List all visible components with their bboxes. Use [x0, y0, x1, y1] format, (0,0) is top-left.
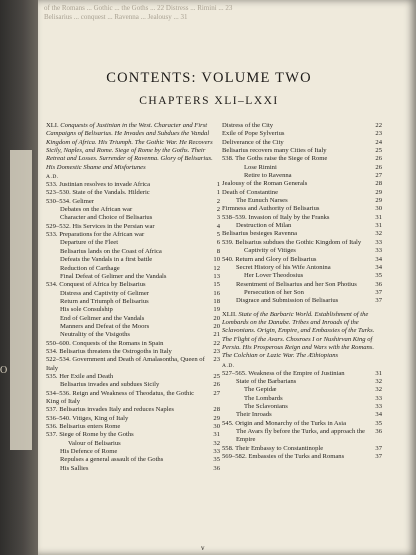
entry-page: 36	[375, 280, 382, 288]
toc-entry	[222, 130, 382, 138]
entry-page: 2	[216, 206, 220, 214]
entry-page: 35	[375, 419, 382, 427]
entry-title: His sole Consulship	[60, 306, 113, 314]
toc-entry	[222, 264, 382, 272]
entry-title: 539. Belisarius subdues the Gothic Kingdom of Italy	[222, 238, 362, 246]
toc-entry	[46, 356, 220, 373]
entry-page: 33	[375, 247, 382, 255]
entry-page: 32	[375, 230, 382, 238]
toc-entry	[222, 386, 382, 394]
chapter-description: State of the Barbaric World. Establishment of the Lombards on the Danube. Tribes and Inroads of the Sclavonians. Origin, Empire, and Embassies of the Turks. The Flight of the Avars. Chosroes I or Nushirvan King of Persia. His Prosperous Reign and Wars with the Romans. The Colchian or Lazic War. The Æthiopians	[222, 310, 375, 360]
entry-title: 558. Their Embassy to Constantinople	[222, 444, 324, 452]
entry-page: 20	[213, 322, 220, 330]
toc-entry	[46, 440, 220, 448]
ad-label: A.D.	[222, 362, 235, 369]
entry-title: Firmness and Authority of Belisarius	[222, 205, 320, 213]
toc-entry	[46, 248, 220, 256]
entry-title: Belisarius recovers many Cities of Italy	[222, 147, 327, 155]
entry-page: 20	[213, 314, 220, 322]
entry-page: 26	[375, 163, 382, 171]
entry-page: 37	[375, 453, 382, 461]
toc-entry	[222, 289, 382, 297]
entry-page: 8	[216, 247, 220, 255]
entry-title: 529–532. His Services in the Persian war	[46, 222, 155, 230]
entry-page: 13	[213, 272, 220, 280]
entry-page: 30	[375, 205, 382, 213]
entry-page: 28	[375, 180, 382, 188]
entry-title: Her Lover Theodosius	[244, 272, 304, 280]
entry-page: 23	[375, 130, 382, 138]
entry-page: 4	[216, 222, 220, 230]
entry-title: Destruction of Milan	[236, 222, 292, 230]
entry-page: 29	[213, 414, 220, 422]
entry-page: 6	[216, 239, 220, 247]
page-subtitle: CHAPTERS XLI–LXXI	[139, 95, 279, 107]
toc-entry	[46, 256, 220, 264]
entry-title: His Defence of Rome	[60, 448, 118, 456]
entry-page: 31	[213, 431, 220, 439]
entry-page: 22	[213, 339, 220, 347]
entry-title: 536–540. Vitiges, King of Italy	[46, 414, 129, 422]
entry-title: 536. Belisarius enters Rome	[46, 423, 121, 431]
toc-entry	[222, 164, 382, 172]
entry-title: Defeats the Vandals in a first battle	[60, 256, 153, 264]
entry-title: 538–539. Invasion of Italy by the Franks	[222, 213, 330, 221]
entry-page: 25	[375, 147, 382, 155]
toc-entry	[46, 348, 220, 356]
entry-title: Manners and Defeat of the Moors	[60, 322, 150, 330]
entry-title: Lose Rimini	[244, 163, 277, 171]
toc-entry	[46, 239, 220, 247]
ad-label: A.D.	[46, 174, 59, 181]
entry-title: 569–582. Embassies of the Turks and Romans	[222, 453, 345, 461]
entry-title: 534. Conquest of Africa by Belisarius	[46, 281, 146, 289]
toc-entry	[222, 420, 382, 428]
entry-page: 34	[375, 411, 382, 419]
entry-page: 31	[375, 369, 382, 377]
left-column	[46, 122, 220, 473]
toc-entry	[46, 214, 220, 222]
toc-entry	[222, 197, 382, 205]
entry-title: The Gepidæ	[244, 386, 277, 394]
entry-page: 33	[375, 394, 382, 402]
entry-page: 22	[375, 122, 382, 129]
toc-entry	[46, 340, 220, 348]
entry-page: 2	[216, 197, 220, 205]
entry-title: Distress of the City	[222, 122, 274, 129]
toc-entry	[46, 206, 220, 214]
entry-title: 533. Justinian resolves to invade Africa	[46, 181, 151, 189]
toc-entry	[46, 373, 220, 381]
entry-title: Character and Choice of Belisarius	[60, 214, 153, 222]
entry-title: Belisarius besieges Ravenna	[222, 230, 298, 238]
entry-title: Persecution of her Son	[244, 288, 304, 296]
entry-page: 34	[375, 255, 382, 263]
entry-page: 33	[375, 403, 382, 410]
entry-page: 27	[375, 172, 382, 180]
entry-page: 36	[375, 428, 382, 436]
entry-title: The Eunuch Narses	[236, 197, 288, 205]
entry-page: 31	[375, 213, 382, 221]
toc-entry	[222, 180, 382, 188]
entry-page: 23	[213, 347, 220, 355]
entry-page: 32	[375, 386, 382, 394]
entry-page: 34	[375, 263, 382, 271]
entry-page: 5	[216, 231, 220, 239]
toc-entry	[222, 172, 382, 180]
entry-page: 1	[216, 189, 220, 197]
entry-page: 16	[213, 289, 220, 297]
toc-entry	[222, 189, 382, 197]
chapter-number: XLI.	[46, 122, 59, 129]
toc-entry	[46, 265, 220, 273]
bleed-line: Belisarius ... conquest ... Ravenna ... Jealousy ... 31	[44, 13, 188, 21]
entry-title: 535. Her Exile and Death	[46, 372, 114, 380]
toc-entry	[222, 403, 382, 411]
entry-page: 37	[375, 297, 382, 305]
entry-title: Their Inroads	[236, 411, 272, 419]
toc-entry	[222, 155, 382, 163]
entry-page: 31	[375, 222, 382, 230]
toc-entry	[46, 306, 220, 314]
entry-title: Secret History of his Wife Antonina	[236, 263, 331, 271]
entry-title: Deliverance of the City	[222, 138, 284, 146]
toc-entry	[222, 445, 382, 453]
entry-page: 30	[213, 423, 220, 431]
entry-title: 534. Belisarius threatens the Ostrogoths in Italy	[46, 347, 172, 355]
page-number: v	[201, 544, 205, 552]
entry-title: The Lombards	[244, 394, 283, 402]
entry-page: 35	[213, 456, 220, 464]
toc-entry	[46, 298, 220, 306]
toc-entry	[46, 456, 220, 464]
entry-page: 12	[213, 264, 220, 272]
toc-entry	[222, 297, 382, 305]
toc-entry	[222, 272, 382, 280]
entry-title: Belisarius lands on the Coast of Africa	[60, 247, 162, 255]
entry-title: Final Defeat of Gelimer and the Vandals	[60, 272, 167, 280]
side-letter: O	[0, 365, 8, 376]
entry-title: 533. Preparations for the African war	[46, 231, 145, 239]
entry-title: Exile of Pope Sylverius	[222, 130, 285, 138]
entry-title: 523–530. State of the Vandals. Hilderic	[46, 189, 150, 197]
entry-page: 26	[213, 381, 220, 389]
toc-entry	[46, 465, 220, 473]
entry-title: The Avars fly before the Turks, and approach the Empire	[236, 428, 365, 444]
entry-page: 25	[213, 372, 220, 380]
toc-entry	[46, 406, 220, 414]
toc-list	[222, 122, 382, 306]
entry-page: 37	[375, 288, 382, 296]
entry-title: 550–600. Conquests of the Romans in Spain	[46, 339, 164, 347]
entry-page: 24	[375, 138, 382, 146]
entry-title: 530–534. Gelimer	[46, 197, 94, 205]
toc-entry	[222, 222, 382, 230]
toc-entry	[222, 395, 382, 403]
entry-title: Disgrace and Submission of Belisarius	[236, 297, 339, 305]
chapter-heading	[46, 122, 220, 172]
entry-page: 3	[216, 214, 220, 222]
entry-page: 21	[213, 331, 220, 339]
entry-title: Neutrality of the Visigoths	[60, 331, 130, 339]
chapter-heading	[222, 311, 382, 361]
entry-title: Valour of Belisarius	[68, 439, 121, 447]
toc-entry	[222, 370, 382, 378]
entry-page: 29	[375, 197, 382, 205]
toc-entry	[46, 223, 220, 231]
toc-entry	[46, 423, 220, 431]
entry-page: 10	[213, 256, 220, 264]
toc-entry	[46, 290, 220, 298]
entry-title: Belisarius invades and subdues Sicily	[60, 381, 160, 389]
entry-title: The Sclavonians	[244, 403, 288, 410]
entry-page: 18	[213, 297, 220, 305]
toc-entry	[46, 231, 220, 239]
toc-entry	[222, 378, 382, 386]
entry-title: 522–534. Government and Death of Amalasontha, Queen of Italy	[46, 356, 205, 372]
entry-title: Retire to Ravenna	[244, 172, 292, 180]
entry-title: Jealousy of the Roman Generals	[222, 180, 308, 188]
toc-entry	[222, 281, 382, 289]
toc-entry	[222, 411, 382, 419]
entry-title: Return and Triumph of Belisarius	[60, 297, 149, 305]
entry-page: 15	[213, 281, 220, 289]
entry-page: 33	[375, 238, 382, 246]
bleed-line: of the Romans ... Gothic ... the Goths ... 22 Distress ... Rimini ... 23	[44, 4, 233, 12]
page-curl-shadow	[10, 150, 32, 450]
right-column	[222, 122, 382, 461]
entry-title: Reduction of Carthage	[60, 264, 120, 272]
toc-entry	[222, 205, 382, 213]
toc-list	[46, 181, 220, 473]
toc-entry	[222, 230, 382, 238]
toc-entry	[222, 214, 382, 222]
entry-title: State of the Barbarians	[236, 377, 297, 385]
entry-title: Captivity of Vitiges	[244, 247, 296, 255]
entry-page: 36	[213, 464, 220, 472]
toc-entry	[46, 315, 220, 323]
toc-entry	[46, 431, 220, 439]
toc-entry	[46, 448, 220, 456]
toc-entry	[46, 390, 220, 407]
toc-entry	[222, 247, 382, 255]
entry-page: 23	[213, 356, 220, 364]
entry-title: 538. The Goths raise the Siege of Rome	[222, 155, 328, 163]
entry-page: 32	[375, 377, 382, 385]
toc-entry	[222, 239, 382, 247]
toc-entry	[46, 415, 220, 423]
toc-entry	[46, 181, 220, 189]
entry-title: 540. Return and Glory of Belisarius	[222, 255, 317, 263]
toc-entry	[46, 198, 220, 206]
entry-page: 35	[375, 272, 382, 280]
entry-page: 37	[375, 444, 382, 452]
entry-title: 537. Siege of Rome by the Goths	[46, 431, 134, 439]
bleed-through-text	[44, 4, 374, 22]
entry-title: 537. Belisarius invades Italy and reduces Naples	[46, 406, 174, 414]
entry-title: His Sallies	[60, 464, 89, 472]
toc-entry	[222, 122, 382, 130]
toc-entry	[46, 331, 220, 339]
page-title: CONTENTS: VOLUME TWO	[106, 70, 312, 86]
entry-title: End of Gelimer and the Vandals	[60, 314, 145, 322]
toc-entry	[46, 281, 220, 289]
toc-entry	[222, 147, 382, 155]
entry-page: 33	[213, 448, 220, 456]
entry-page: 19	[213, 306, 220, 314]
toc-entry	[46, 381, 220, 389]
toc-entry	[222, 428, 382, 445]
chapter-number: XLII.	[222, 310, 237, 318]
chapter-description: Conquests of Justinian in the West. Character and First Campaigns of Belisarius. He Invades and Subdues the Vandal Kingdom of Africa. His Triumph. The Gothic War. He Recovers Sicily, Naples, and Rome. Siege of Rome by the Goths. Their Retreat and Losses. Surrender of Ravenna. Glory of Belisarius. His Domestic Shame and Misfortunes	[46, 122, 213, 171]
toc-entry	[222, 256, 382, 264]
entry-title: 534–536. Reign and Weakness of Theodatus, the Gothic King of Italy	[46, 389, 195, 405]
entry-page: 32	[213, 439, 220, 447]
entry-page: 28	[213, 406, 220, 414]
toc-entry	[46, 273, 220, 281]
entry-title: 545. Origin and Monarchy of the Turks in Asia	[222, 419, 346, 427]
toc-entry	[222, 139, 382, 147]
entry-title: Distress and Captivity of Gelimer	[60, 289, 149, 297]
entry-page: 27	[213, 389, 220, 397]
entry-title: Departure of the Fleet	[60, 239, 119, 247]
entry-page: 1	[216, 181, 220, 189]
entry-title: Death of Constantine	[222, 188, 279, 196]
entry-title: Debates on the African war	[60, 206, 133, 214]
entry-page: 26	[375, 155, 382, 163]
toc-list	[222, 370, 382, 462]
toc-entry	[222, 453, 382, 461]
entry-title: Repulses a general assault of the Goths	[60, 456, 164, 464]
entry-page: 29	[375, 188, 382, 196]
entry-title: 527–565. Weakness of the Empire of Justinian	[222, 369, 345, 377]
toc-entry	[46, 189, 220, 197]
entry-title: Resentment of Belisarius and her Son Photius	[236, 280, 357, 288]
toc-entry	[46, 323, 220, 331]
